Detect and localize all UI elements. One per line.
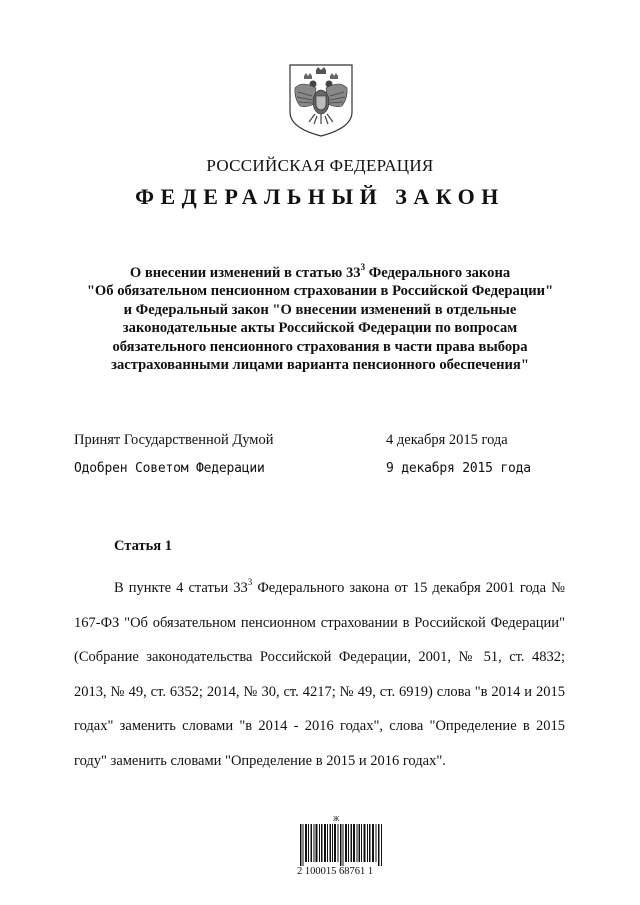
article-heading: Статья 1 [114, 538, 172, 554]
country-name: РОССИЙСКАЯ ФЕДЕРАЦИЯ [206, 156, 434, 175]
barcode-number: 2 100015 68761 1 [297, 866, 374, 877]
document-type: ФЕДЕРАЛЬНЫЙ ЗАКОН [135, 184, 505, 209]
law-title [70, 264, 570, 374]
barcode-icon [300, 824, 384, 868]
coat-of-arms-icon [286, 62, 356, 138]
duma-adoption [74, 432, 508, 449]
title-line-5: обязательного пенсионного страхования в части права выбора [112, 338, 528, 355]
title-line-3: и Федеральный закон "О внесении изменений в отдельные [123, 301, 517, 318]
title-line-1: О внесении изменений в статью $33^3$ Федерального закона [129, 262, 511, 281]
title-line-4: законодательные акты Российской Федерации по вопросам [122, 320, 518, 337]
title-line-6: застрахованными лицами варианта пенсионного обеспечения" [111, 357, 529, 374]
duma-date: 4 декабря 2015 года [386, 432, 508, 448]
duma-label: Принят Государственной Думой [74, 432, 274, 448]
title-line-2: "Об обязательном пенсионном страховании в Российской Федерации" [86, 283, 554, 300]
council-approval [74, 461, 531, 476]
council-date: 9 декабря 2015 года [386, 461, 531, 476]
article-text: В пункте 4 статьи $33^3$ Федерального закона от 15 декабря 2001 года № 167-ФЗ "Об обязательном пенсионном страховании в Российской Федерации" (Собрание законодательства Российской Федерации, 2001, № 51, ст. 4832; 2013, № 49, ст. 6352; 2014, № 30, ст. 4217; № 49, ст. 6919) слова "в 2014 и 2015 годах" заменить словами "в 2014 - 2016 годах", слова "Определение в 2015 году" заменить словами "Определение в 2015 и 2016 годах". [74, 577, 565, 769]
barcode-mark: Ж [333, 815, 340, 823]
council-label: Одобрен Советом Федерации [74, 461, 265, 476]
